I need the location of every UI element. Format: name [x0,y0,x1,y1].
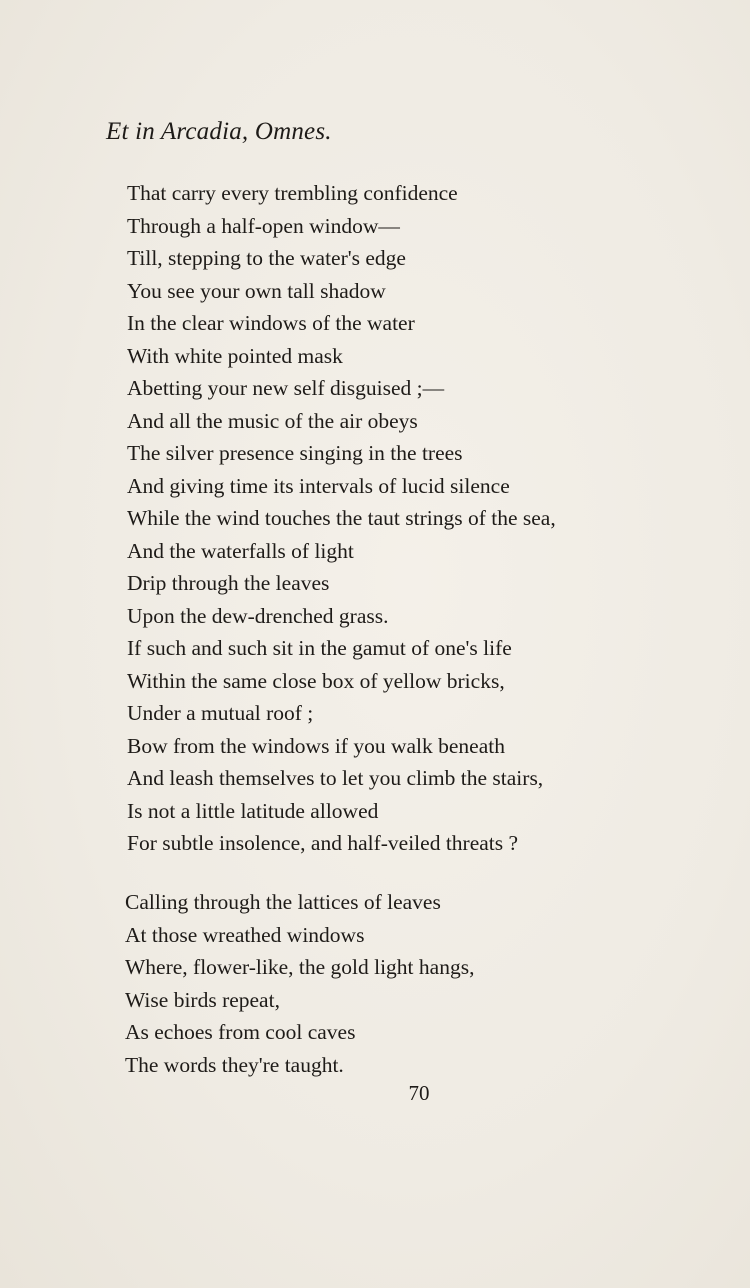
poem-line: Drip through the leaves [127,571,330,595]
poem-line: Till, stepping to the water's edge [127,246,406,270]
poem-line: While the wind touches the taut strings of the sea, [127,506,556,530]
poem-line: The words they're taught. [125,1052,344,1077]
poem-line: That carry every trembling confidence [127,181,458,205]
poem-line: Within the same close box of yellow bricks, [127,668,505,693]
poem-line: And the waterfalls of light [127,538,354,563]
poem-line: Is not a little latitude allowed [127,798,379,823]
poem-line: Upon the dew-drenched grass. [127,603,389,628]
poem-line: At those wreathed windows [125,922,365,947]
poem-line: With white pointed mask [127,343,343,368]
poem-line: Calling through the lattices of leaves [125,890,441,914]
running-head: Et in Arcadia, Omnes. [106,118,332,145]
poem-line: Where, flower-like, the gold light hangs, [125,955,475,979]
poem-line: In the clear windows of the water [127,311,415,335]
poem-line: And all the music of the air obeys [127,408,418,433]
poem-line: Bow from the windows if you walk beneath [127,733,505,758]
poem-line: You see your own tall shadow [127,278,386,303]
poem-line: The silver presence singing in the trees [127,441,463,465]
poem-line: And leash themselves to let you climb the stairs, [127,766,544,790]
poem-line: Wise birds repeat, [125,987,280,1012]
stanza-2 [125,886,474,1081]
poem-line: Abetting your new self disguised ;— [127,376,445,400]
page-number: 70 [408,1081,430,1105]
stanza-1 [127,177,556,860]
poem-line: For subtle insolence, and half-veiled threats ? [127,831,519,855]
poem-line: If such and such sit in the gamut of one's life [127,636,512,660]
poem-line: Under a mutual roof ; [127,701,314,725]
poem-line: As echoes from cool caves [125,1020,356,1044]
poem-line: And giving time its intervals of lucid silence [127,473,510,498]
poem-line: Through a half-open window— [127,213,400,238]
